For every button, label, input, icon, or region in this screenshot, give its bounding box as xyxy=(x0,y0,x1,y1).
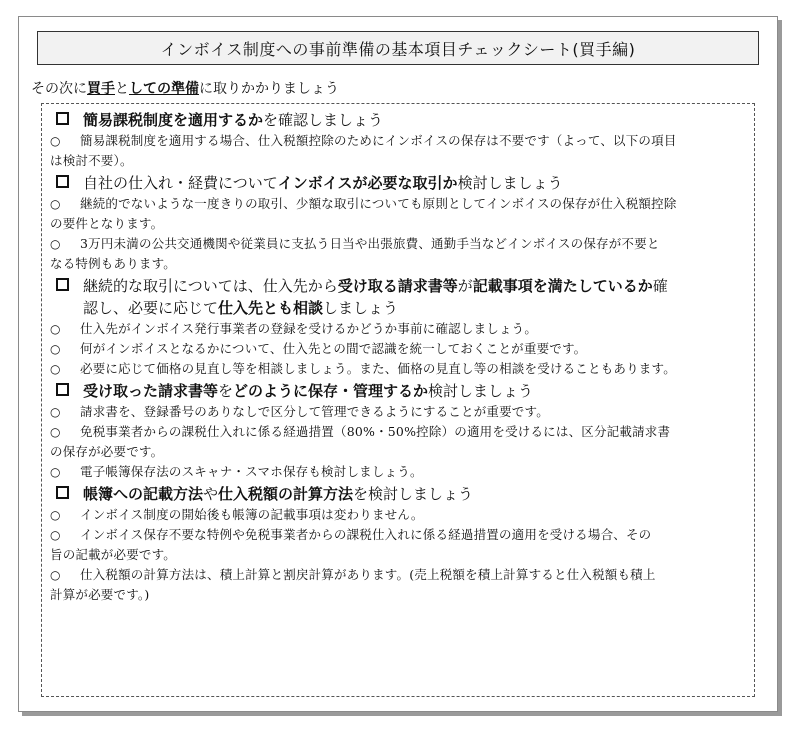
item-text-line: 仕入先がインボイス発行事業者の登録を受けるかどうか事前に確認しましょう。 xyxy=(80,321,538,336)
item-text-line: 旨の記載が必要です。 xyxy=(50,547,177,562)
list-item xyxy=(50,402,746,422)
item-text-line: 仕入税額の計算方法は、積上計算と割戻計算があります。(売上税額を積上計算すると仕入税額も積上 xyxy=(80,567,656,582)
section-heading-text xyxy=(83,275,746,319)
circle-bullet-icon: ○ xyxy=(50,568,61,582)
checklist-sheet xyxy=(18,16,778,712)
page-title-text: インボイス制度への事前準備の基本項目チェックシート(買手編) xyxy=(160,39,636,59)
checkbox-icon[interactable] xyxy=(56,383,69,396)
list-item xyxy=(50,359,746,379)
list-item xyxy=(50,339,746,359)
heading-part: 認し、必要に応じて xyxy=(83,299,219,317)
circle-bullet-icon: ○ xyxy=(50,465,61,479)
item-text-line: 請求書を、登録番号のありなしで区分して管理できるようにすることが重要です。 xyxy=(80,404,549,419)
circle-bullet-icon: ○ xyxy=(50,237,61,251)
checklist-box xyxy=(41,103,755,697)
list-item xyxy=(50,234,746,274)
heading-part: 検討しましょう xyxy=(457,174,563,192)
item-text-line: 計算が必要です。) xyxy=(50,587,150,602)
section-heading xyxy=(50,172,746,194)
heading-part: や xyxy=(203,485,219,503)
section-heading-text xyxy=(83,172,746,194)
heading-part: が xyxy=(457,277,473,295)
subtitle-emphasis: しての準備 xyxy=(129,81,199,97)
list-item xyxy=(50,565,746,605)
section-heading-text xyxy=(83,380,746,402)
subtitle-emphasis: 買手 xyxy=(87,81,115,97)
heading-part: 確 xyxy=(652,277,668,295)
heading-part: 自社の仕入れ・経費について xyxy=(83,174,278,192)
list-item xyxy=(50,131,746,171)
section-heading-text xyxy=(83,109,746,131)
heading-emphasis: 仕入先とも相談 xyxy=(218,299,324,317)
item-text-line: の要件となります。 xyxy=(50,216,164,231)
circle-bullet-icon: ○ xyxy=(50,528,61,542)
heading-emphasis: 仕入税額の計算方法 xyxy=(218,485,354,503)
heading-emphasis: 簡易課税制度を適用するか xyxy=(83,111,264,129)
item-text-line: 何がインボイスとなるかについて、仕入先との間で認識を統一しておくことが重要です。 xyxy=(80,341,587,356)
checkbox-icon[interactable] xyxy=(56,112,69,125)
item-text-line: 電子帳簿保存法のスキャナ・スマホ保存も検討しましょう。 xyxy=(80,464,423,479)
heading-emphasis: 帳簿への記載方法 xyxy=(83,485,204,503)
checkbox-icon[interactable] xyxy=(56,175,69,188)
item-text-line: 継続的でないような一度きりの取引、少額な取引についても原則としてインボイスの保存が仕入税額控除 xyxy=(80,196,677,211)
list-item xyxy=(50,422,746,462)
heading-emphasis: 受け取る請求書等 xyxy=(337,277,458,295)
heading-emphasis: 受け取った請求書等 xyxy=(83,382,219,400)
heading-emphasis: どのように保存・管理するか xyxy=(233,382,429,400)
heading-emphasis: 記載事項を満たしているか xyxy=(472,277,653,295)
circle-bullet-icon: ○ xyxy=(50,362,61,376)
heading-emphasis: インボイスが必要な取引か xyxy=(277,174,458,192)
list-item xyxy=(50,194,746,234)
item-text-line: インボイス制度の開始後も帳簿の記載事項は変わりません。 xyxy=(80,507,424,522)
item-text-line: 簡易課税制度を適用する場合、仕入税額控除のためにインボイスの保存は不要です（よって、以下の項目 xyxy=(80,133,677,148)
subtitle xyxy=(31,78,339,98)
circle-bullet-icon: ○ xyxy=(50,322,61,336)
page-title xyxy=(37,31,759,65)
checkbox-icon[interactable] xyxy=(56,278,69,291)
section-heading xyxy=(50,483,746,505)
list-item xyxy=(50,525,746,565)
item-text-line: 3万円未満の公共交通機関や従業員に支払う日当や出張旅費、通勤手当などインボイスの保存が不要と xyxy=(80,236,660,251)
heading-part: しましょう xyxy=(323,299,399,317)
section-heading xyxy=(50,109,746,131)
subtitle-part: その次に xyxy=(31,81,87,97)
heading-part: を xyxy=(218,382,234,400)
section-heading xyxy=(50,380,746,402)
list-item xyxy=(50,505,746,525)
circle-bullet-icon: ○ xyxy=(50,342,61,356)
subtitle-part: に取りかかりましょう xyxy=(199,81,339,97)
item-text-line: の保存が必要です。 xyxy=(50,444,164,459)
heading-part: を検討しましょう xyxy=(353,485,474,503)
heading-part: 継続的な取引については、仕入先から xyxy=(83,277,338,295)
heading-part: 検討しましょう xyxy=(428,382,534,400)
circle-bullet-icon: ○ xyxy=(50,425,61,439)
section-heading-text xyxy=(83,483,746,505)
heading-part: を確認しましょう xyxy=(263,111,384,129)
subtitle-part: と xyxy=(115,81,129,97)
item-text-line: 免税事業者からの課税仕入れに係る経過措置（80%・50%控除）の適用を受けるには、区分記載請求書 xyxy=(80,424,671,439)
circle-bullet-icon: ○ xyxy=(50,197,61,211)
list-item xyxy=(50,462,746,482)
item-text-line: インボイス保存不要な特例や免税事業者からの課税仕入れに係る経過措置の適用を受ける場合、その xyxy=(80,527,652,542)
section-heading xyxy=(50,275,746,319)
circle-bullet-icon: ○ xyxy=(50,405,61,419)
checkbox-icon[interactable] xyxy=(56,486,69,499)
item-text-line: 必要に応じて価格の見直し等を相談しましょう。また、価格の見直し等の相談を受けることもあります。 xyxy=(80,361,676,376)
list-item xyxy=(50,319,746,339)
item-text-line: は検討不要）。 xyxy=(50,153,133,168)
item-text-line: なる特例もあります。 xyxy=(50,256,177,271)
circle-bullet-icon: ○ xyxy=(50,508,61,522)
circle-bullet-icon: ○ xyxy=(50,134,61,148)
